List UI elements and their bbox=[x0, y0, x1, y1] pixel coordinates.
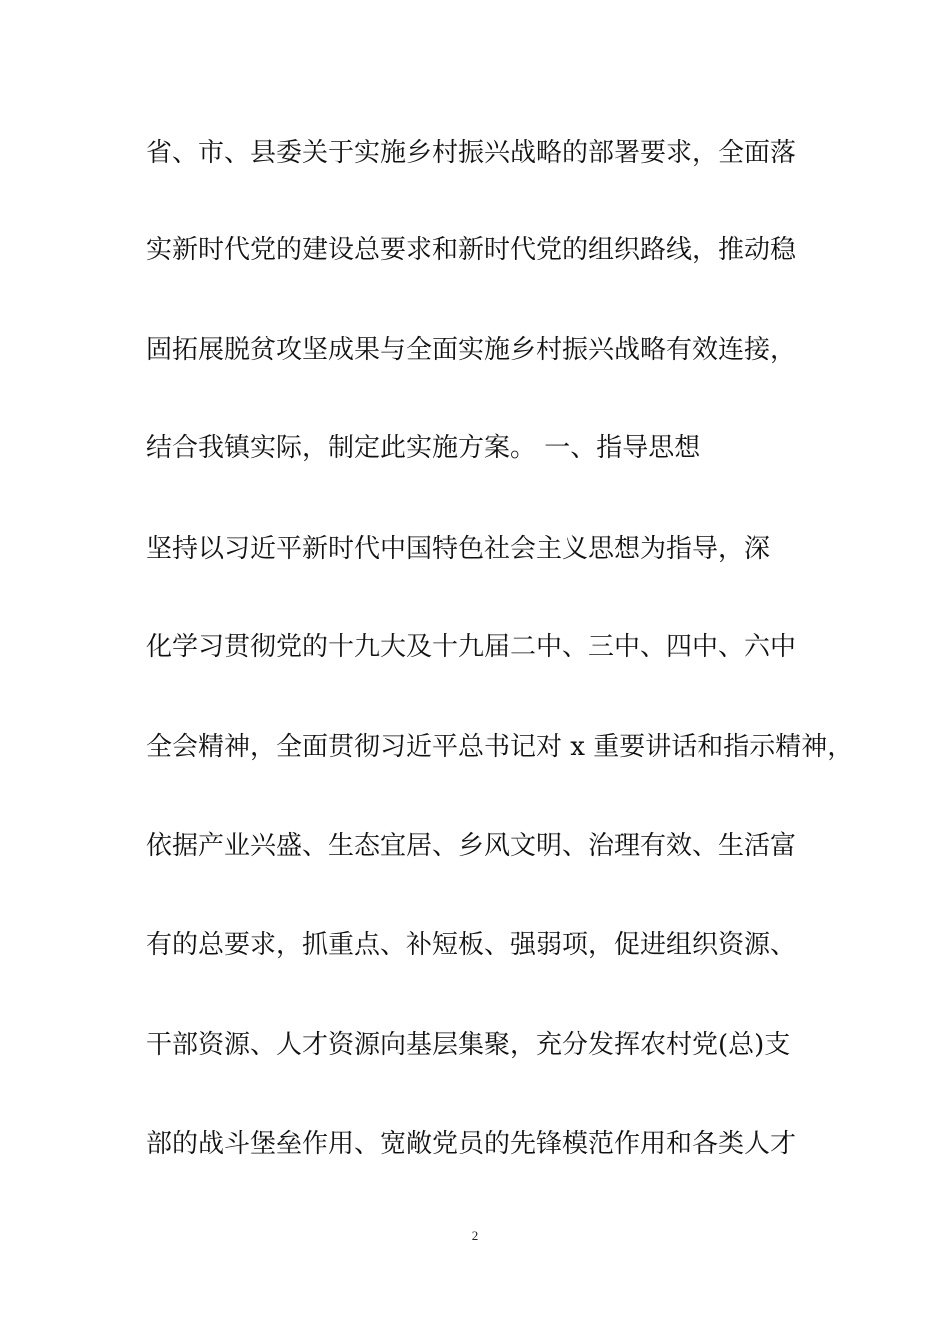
text-line-1: 省、市、县委关于实施乡村振兴战略的部署要求，全面落 bbox=[146, 138, 797, 168]
text-line-9: 有的总要求，抓重点、补短板、强弱项，促进组织资源、 bbox=[146, 930, 797, 960]
page-number: 2 bbox=[471, 1228, 479, 1243]
text-line-7: 全会精神，全面贯彻习近平总书记对 x 重要讲话和指示精神， bbox=[146, 732, 854, 762]
text-line-3: 固拓展脱贫攻坚成果与全面实施乡村振兴战略有效连接， bbox=[146, 335, 797, 365]
text-line-5: 坚持以习近平新时代中国特色社会主义思想为指导，深 bbox=[146, 534, 771, 564]
text-line-2: 实新时代党的建设总要求和新时代党的组织路线，推动稳 bbox=[146, 235, 797, 265]
text-line-10: 干部资源、人才资源向基层集聚，充分发挥农村党(总)支 bbox=[146, 1030, 791, 1060]
text-line-6: 化学习贯彻党的十九大及十九届二中、三中、四中、六中 bbox=[146, 632, 797, 662]
text-line-11: 部的战斗堡垒作用、宽敞党员的先锋模范作用和各类人才 bbox=[146, 1129, 797, 1159]
text-line-4: 结合我镇实际，制定此实施方案。 一、指导思想 bbox=[146, 433, 701, 463]
text-line-8: 依据产业兴盛、生态宜居、乡风文明、治理有效、生活富 bbox=[146, 831, 797, 861]
